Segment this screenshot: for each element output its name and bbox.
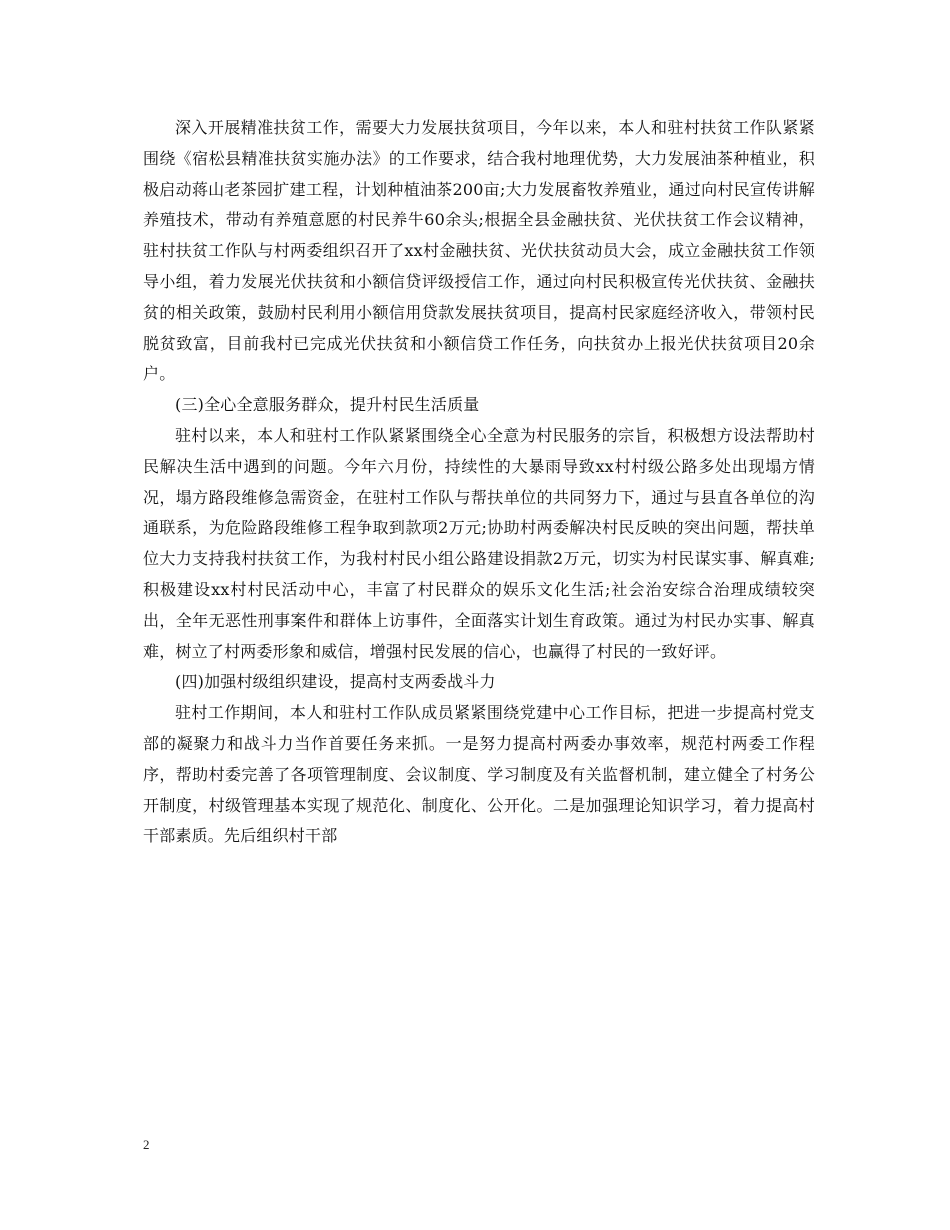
section-heading-organization-building: (四)加强村级组织建设，提高村支两委战斗力 — [175, 672, 496, 692]
paragraph-organization-building: 驻村工作期间，本人和驻村工作队成员紧紧围绕党建中心工作目标，把进一步提高村党支部的凝聚力和战斗力当作首要任务来抓。一是努力提高村两委办事效率，规范村两委工作程序，帮助村委完善了各项管理制度、会议制度、学习制度及有关监督机制，建立健全了村务公开制度，村级管理基本实现了规范化、制度化、公开化。二是加强理论知识学习，着力提高村干部素质。先后组织村干部 — [143, 703, 815, 846]
section-heading-serve-masses: (三)全心全意服务群众，提升村民生活质量 — [175, 395, 480, 415]
page-number: 2 — [143, 1137, 150, 1152]
paragraph-poverty-projects: 深入开展精准扶贫工作，需要大力发展扶贫项目，今年以来，本人和驻村扶贫工作队紧紧围绕《宿松县精准扶贫实施办法》的工作要求，结合我村地理优势，大力发展油茶种植业，积极启动蒋山老茶园扩建工程，计划种植油茶200亩;大力发展畜牧养殖业，通过向村民宣传讲解养殖技术，带动有养殖意愿的村民养牛60余头;根据全县金融扶贫、光伏扶贫工作会议精神，驻村扶贫工作队与村两委组织召开了xx村金融扶贫、光伏扶贫动员大会，成立金融扶贫工作领导小组，着力发展光伏扶贫和小额信贷评级授信工作，通过向村民积极宣传光伏扶贫、金融扶贫的相关政策，鼓励村民利用小额信用贷款发展扶贫项目，提高村民家庭经济收入，带领村民脱贫致富，目前我村已完成光伏扶贫和小额信贷工作任务，向扶贫办上报光伏扶贫项目20余户。 — [143, 118, 815, 384]
paragraph-serve-masses: 驻村以来，本人和驻村工作队紧紧围绕全心全意为村民服务的宗旨，积极想方设法帮助村民解决生活中遇到的问题。今年六月份，持续性的大暴雨导致xx村村级公路多处出现塌方情况，塌方路段维修急需资金，在驻村工作队与帮扶单位的共同努力下，通过与县直各单位的沟通联系，为危险路段维修工程争取到款项2万元;协助村两委解决村民反映的突出问题，帮扶单位大力支持我村扶贫工作，为我村村民小组公路建设捐款2万元，切实为村民谋实事、解真难;积极建设xx村村民活动中心，丰富了村民群众的娱乐文化生活;社会治安综合治理成绩较突出，全年无恶性刑事案件和群体上访事件，全面落实计划生育政策。通过为村民办实事、解真难，树立了村两委形象和威信，增强村民发展的信心，也赢得了村民的一致好评。 — [143, 425, 815, 661]
document-body — [143, 113, 815, 852]
